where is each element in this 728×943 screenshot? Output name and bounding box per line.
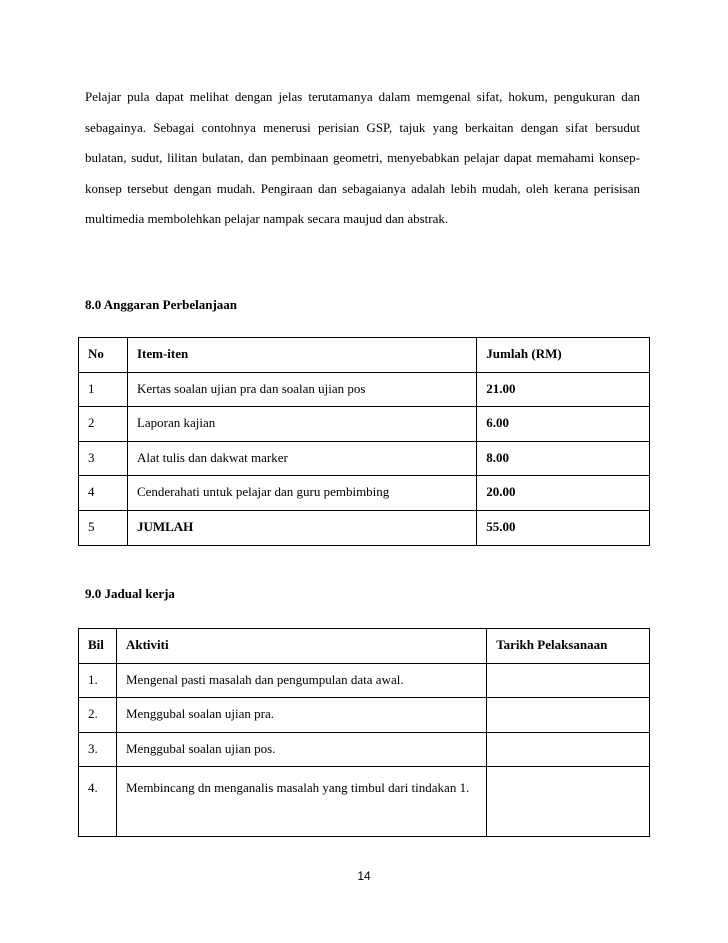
header-bil: Bil — [79, 629, 117, 664]
row-amount: 55.00 — [477, 510, 650, 545]
row-item: JUMLAH — [127, 510, 476, 545]
body-paragraph: Pelajar pula dapat melihat dengan jelas terutamanya dalam memgenal sifat, hokum, pengukuran dan sebagainya. Sebagai contohnya menerusi perisian GSP, tajuk yang berkaitan dengan sifat bersudut bulatan, sudut, lilitan bulatan, dan pembinaan geometri, menyebabkan pelajar dapat memahami konsep-konsep tersebut dengan mudah. Pengiraan dan sebagaianya adalah lebih mudah, oleh kerana perisisan multimedia membolehkan pelajar nampak secara maujud dan abstrak. — [85, 89, 640, 226]
budget-table — [78, 337, 650, 546]
section-9-heading: 9.0 Jadual kerja — [85, 586, 175, 601]
table-row — [79, 767, 650, 837]
table-total-row — [79, 510, 650, 545]
row-amount: 8.00 — [477, 441, 650, 476]
row-date — [487, 767, 650, 837]
table-row — [79, 372, 650, 407]
table-row — [79, 663, 650, 698]
table-header-row — [79, 629, 650, 664]
table-row — [79, 476, 650, 511]
table-header-row — [79, 338, 650, 373]
header-amount: Jumlah (RM) — [477, 338, 650, 373]
table-row — [79, 698, 650, 733]
row-amount: 20.00 — [477, 476, 650, 511]
row-no: 4 — [79, 476, 128, 511]
table-row — [79, 441, 650, 476]
page-number: 14 — [357, 869, 371, 883]
header-no: No — [79, 338, 128, 373]
row-item: Alat tulis dan dakwat marker — [127, 441, 476, 476]
row-bil: 3. — [79, 732, 117, 767]
header-date: Tarikh Pelaksanaan — [487, 629, 650, 664]
row-no: 1 — [79, 372, 128, 407]
row-item: Laporan kajian — [127, 407, 476, 442]
row-bil: 1. — [79, 663, 117, 698]
header-activity: Aktiviti — [116, 629, 486, 664]
table-row — [79, 407, 650, 442]
row-date — [487, 698, 650, 733]
row-no: 2 — [79, 407, 128, 442]
row-item: Cenderahati untuk pelajar dan guru pembimbing — [127, 476, 476, 511]
row-date — [487, 732, 650, 767]
row-activity: Menggubal soalan ujian pos. — [116, 732, 486, 767]
row-amount: 6.00 — [477, 407, 650, 442]
section-8-heading: 8.0 Anggaran Perbelanjaan — [85, 297, 238, 312]
work-schedule-table — [78, 628, 650, 837]
row-bil: 4. — [79, 767, 117, 837]
row-activity: Membincang dn menganalis masalah yang timbul dari tindakan 1. — [116, 767, 486, 837]
table-row — [79, 732, 650, 767]
row-amount: 21.00 — [477, 372, 650, 407]
row-item: Kertas soalan ujian pra dan soalan ujian pos — [127, 372, 476, 407]
row-activity: Mengenal pasti masalah dan pengumpulan data awal. — [116, 663, 486, 698]
row-date — [487, 663, 650, 698]
row-activity: Menggubal soalan ujian pra. — [116, 698, 486, 733]
header-item: Item-iten — [127, 338, 476, 373]
row-no: 3 — [79, 441, 128, 476]
row-no: 5 — [79, 510, 128, 545]
row-bil: 2. — [79, 698, 117, 733]
